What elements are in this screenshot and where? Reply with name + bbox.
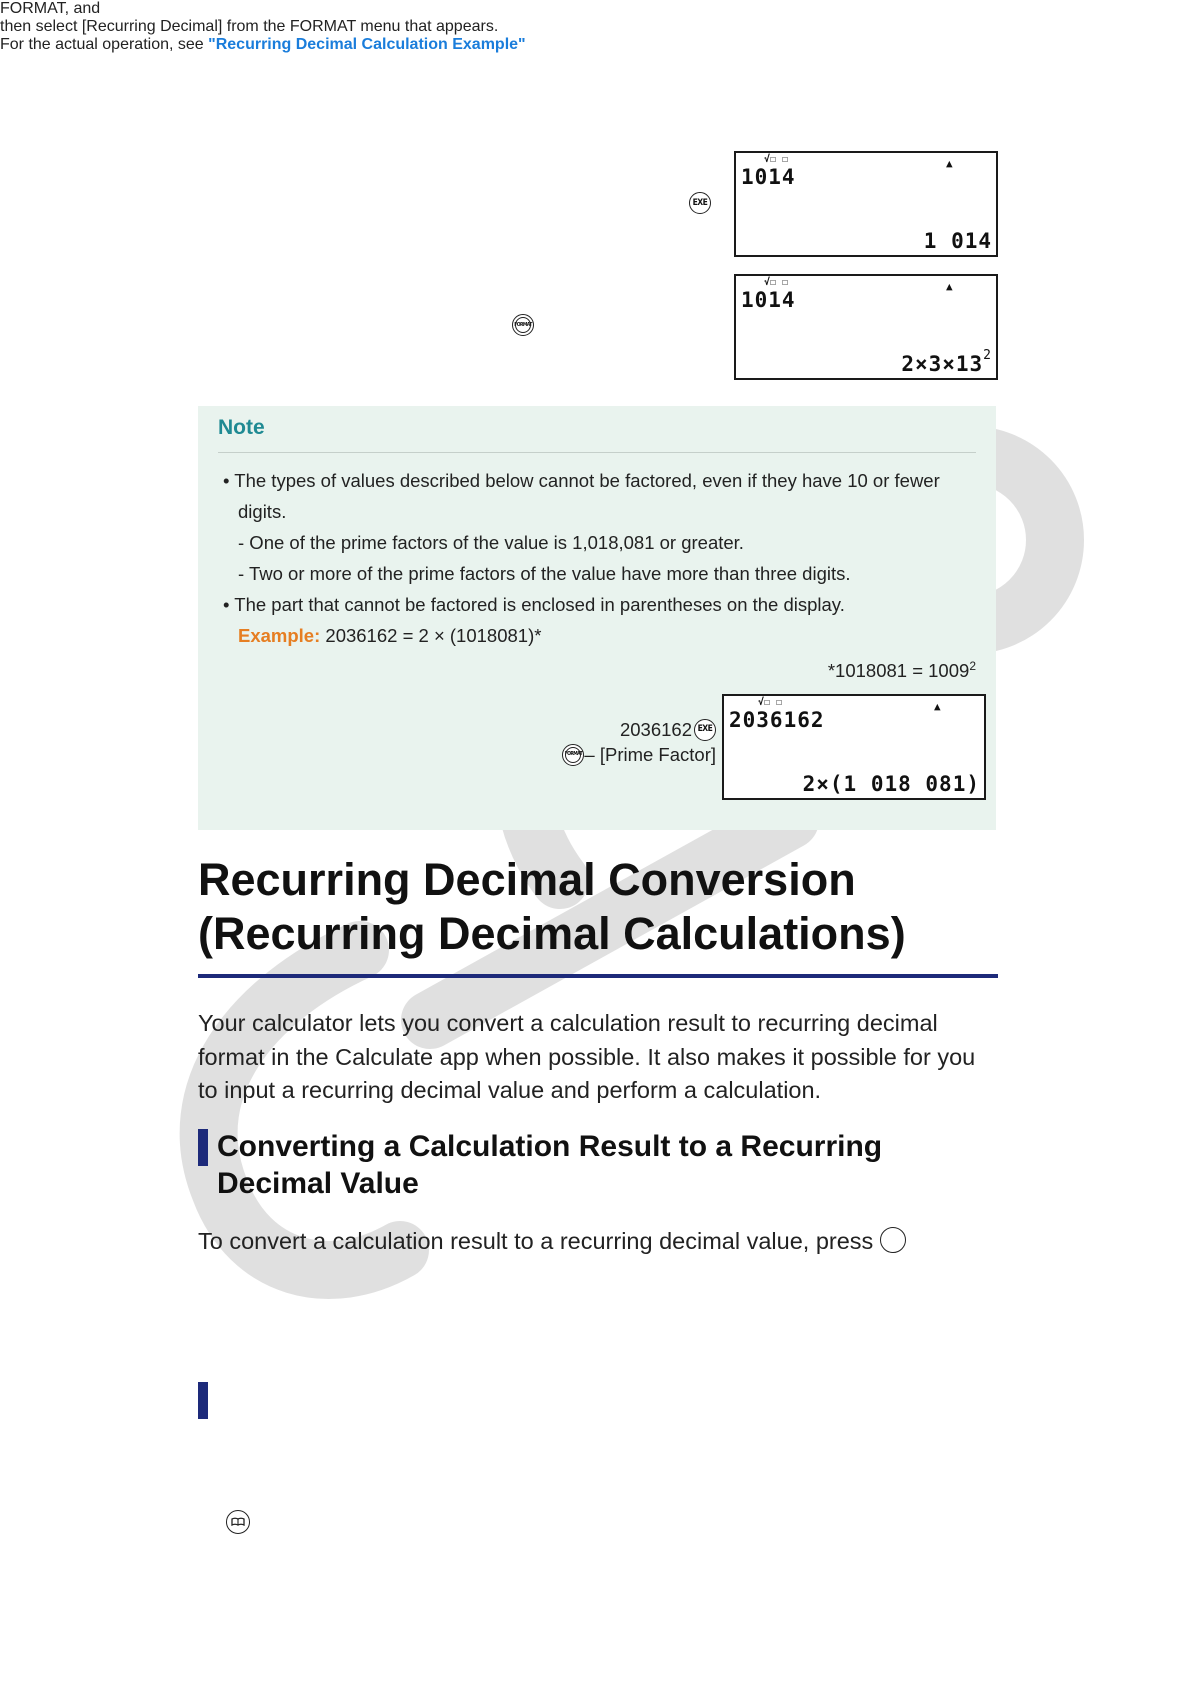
- note-sub-1: - One of the prime factors of the value is 1,018,081 or greater.: [238, 532, 744, 553]
- book-icon: [226, 1510, 250, 1534]
- calculator-screen-3: [722, 694, 986, 800]
- note-bullet-2: • The part that cannot be factored is enclosed in parentheses on the display.: [223, 594, 845, 615]
- format-key-icon: FORMAT: [512, 314, 534, 336]
- screen-indicators: √☐ ☐: [764, 277, 789, 288]
- title-underline: [198, 974, 998, 978]
- note-step-2: FORMAT – [Prime Factor]: [562, 739, 716, 770]
- page-title: Recurring Decimal Conversion (Recurring Decimal Calculations): [198, 854, 906, 959]
- note-title: Note: [218, 416, 265, 439]
- screen-input: 1014: [741, 288, 796, 312]
- screen-input: 1014: [741, 165, 796, 189]
- calculator-screen-2: [734, 274, 998, 380]
- screen-output: 1 014: [923, 229, 992, 253]
- example-text: 2036162 = 2 × (1018081)*: [320, 625, 542, 646]
- screen-output: 2×(1 018 081): [802, 772, 980, 796]
- exe-key-icon: EXE: [694, 719, 716, 741]
- format-key-icon: [880, 1227, 906, 1253]
- example-label: Example:: [238, 625, 321, 646]
- calculator-screen-1: [734, 151, 998, 257]
- up-arrow-indicator: ▲: [934, 700, 941, 713]
- recurring-decimal-example-link[interactable]: "Recurring Decimal Calculation Example": [208, 36, 526, 53]
- up-arrow-indicator: ▲: [946, 157, 953, 170]
- intro-paragraph: Your calculator lets you convert a calculation result to recurring decimal format in the Calculate app when possible. It also makes it possible for you to input a recurring decimal value and perform a calculation.: [198, 1010, 976, 1103]
- exe-key-icon: EXE: [689, 192, 711, 214]
- screen-output: $2\times 3\times 13^2$: [901, 348, 992, 376]
- screen-indicators: √☐ ☐: [758, 697, 783, 708]
- note-bullet-1: • The types of values described below cannot be factored, even if they have 10 or fewer: [223, 470, 940, 491]
- note-sub-2: - Two or more of the prime factors of the value have more than three digits.: [238, 563, 851, 584]
- note-example: [238, 620, 541, 651]
- note-step-1: 2036162 EXE: [620, 714, 716, 745]
- next-section-marker: [198, 1382, 208, 1419]
- note-box: [198, 406, 996, 830]
- screen-indicators: √☐ ☐: [764, 154, 789, 165]
- note-divider: [218, 452, 976, 453]
- section-marker: [198, 1129, 208, 1166]
- screen-input: 2036162: [729, 708, 825, 732]
- note-bullet-1-cont: digits.: [238, 501, 287, 522]
- up-arrow-indicator: ▲: [946, 280, 953, 293]
- format-key-icon: FORMAT: [562, 744, 584, 766]
- note-footnote: $*1018081 = 1009^2$: [827, 659, 976, 682]
- section-paragraph: To convert a calculation result to a recurring decimal value, press: [198, 1225, 1008, 1259]
- section-title: Converting a Calculation Result to a Recurring Decimal Value: [217, 1130, 883, 1200]
